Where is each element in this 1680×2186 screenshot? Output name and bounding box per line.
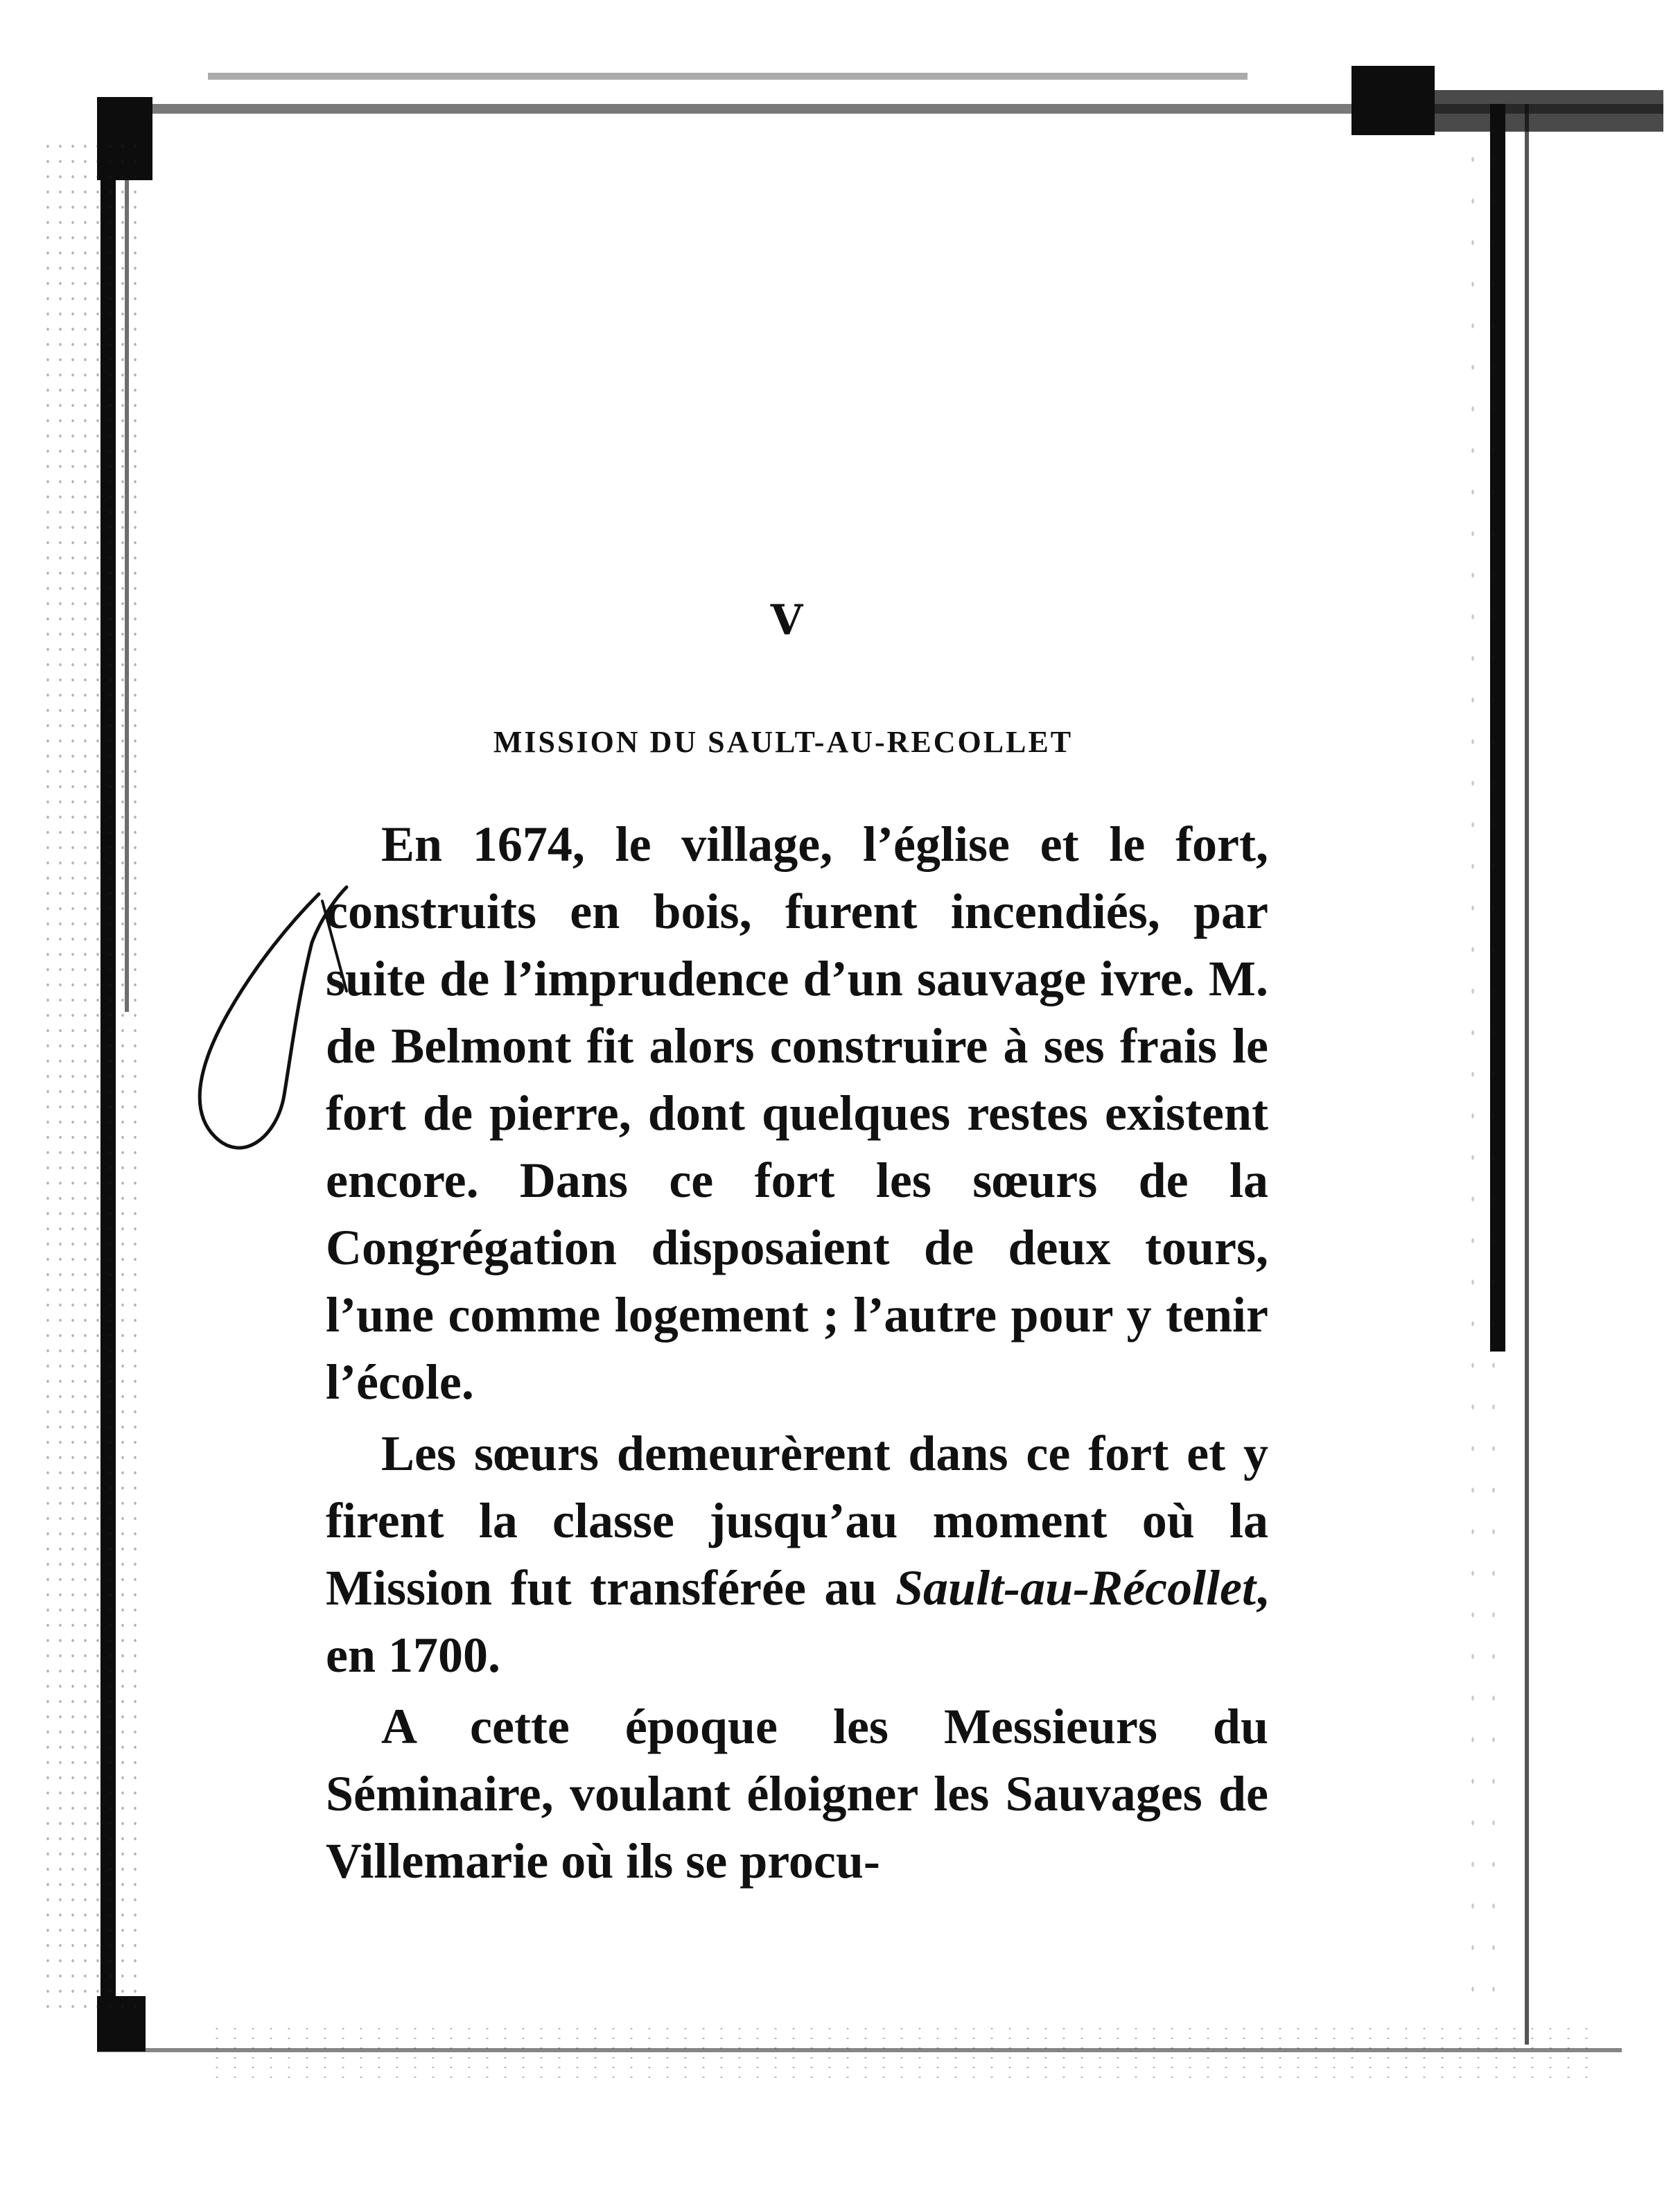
place-name-italic: Sault-au-Récollet (895, 1560, 1256, 1616)
scan-border-top-right-strip (1435, 90, 1663, 132)
scan-border-right-faint (1525, 104, 1529, 2045)
body-text (326, 811, 1268, 1895)
handwritten-annotation-mark (173, 880, 353, 1171)
paragraph-2-text-before: Les sœurs demeurèrent dans ce fort et y firent la classe jusqu’au moment où la Mission fut transférée au (326, 1426, 1268, 1616)
chapter-number: V (770, 596, 803, 645)
paragraph-2-text-after: , en 1700. (326, 1560, 1268, 1683)
scan-noise-bottom (208, 2024, 1594, 2079)
scan-border-top-faint (208, 73, 1248, 80)
scan-border-top-right-block (1351, 66, 1435, 135)
paragraph-1: En 1674, le village, l’église et le fort, construits en bois, furent incendiés, par suite de l’imprudence d’un sauvage ivre. M. de Belmont fit alors construire à ses frais le fort de pierre, dont quelques restes existent encore. Dans ce fort les sœurs de la Congrégation disposaient de deux tours, l’une comme logement ; l’autre pour y tenir l’école. (326, 816, 1268, 1410)
scan-noise-right (1462, 139, 1504, 2010)
chapter-title: MISSION DU SAULT-AU-RECOLLET (493, 725, 1074, 759)
paragraph-2 (326, 1420, 1268, 1689)
scan-noise-left (42, 139, 139, 2010)
paragraph-3: A cette époque les Messieurs du Séminaire, voulant éloigner les Sauvages de Villemarie où ils se procu- (326, 1699, 1268, 1889)
